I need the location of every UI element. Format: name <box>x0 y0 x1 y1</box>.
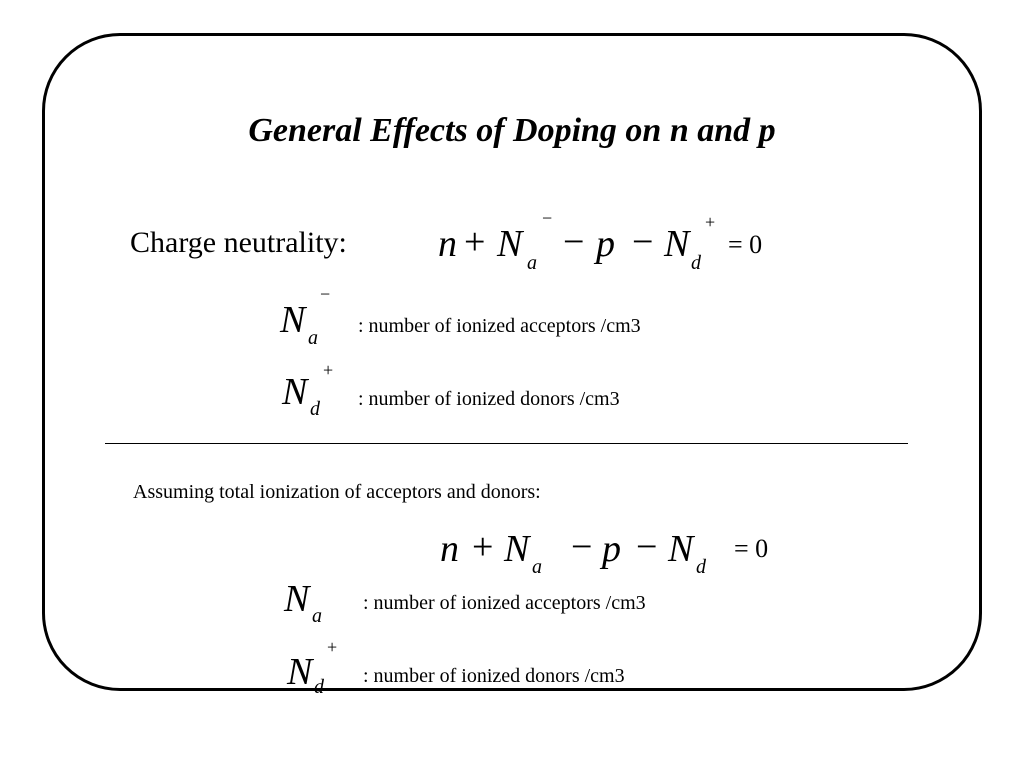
def4-text: : number of ionized donors /cm3 <box>363 665 625 687</box>
eq1-sup-minus: − <box>542 208 553 228</box>
def3-symbol: N <box>284 578 310 620</box>
def2-sub: d <box>310 398 320 420</box>
def1-symbol: N <box>280 299 306 341</box>
eq2-plus: + <box>472 526 494 568</box>
eq1-minus2: − <box>632 221 654 263</box>
eq2-sub-d: d <box>696 556 706 578</box>
eq1-N-a: N <box>497 223 523 265</box>
eq1-sub-a: a <box>527 252 537 274</box>
def2-text: : number of ionized donors /cm3 <box>358 388 620 410</box>
assumption-text: Assuming total ionization of acceptors and donors: <box>133 481 541 503</box>
charge-neutrality-label: Charge neutrality: <box>130 226 347 259</box>
eq1-n: n <box>438 223 457 265</box>
eq2-equals: = 0 <box>734 534 769 563</box>
eq1-plus: + <box>464 221 486 263</box>
eq1-minus: − <box>563 221 585 263</box>
def2-symbol: N <box>282 371 308 413</box>
divider-line <box>105 443 908 444</box>
def4-symbol: N <box>287 651 313 693</box>
slide-title: General Effects of Doping on n and p <box>248 112 776 149</box>
def3-sub: a <box>312 605 322 627</box>
eq2-sub-a: a <box>532 556 542 578</box>
def1-sub: a <box>308 327 318 349</box>
eq1-sup-plus: + <box>705 212 716 232</box>
def4-sub: d <box>314 676 324 698</box>
def3-text: : number of ionized acceptors /cm3 <box>363 592 646 614</box>
eq2-n: n <box>440 528 459 570</box>
eq2-p: p <box>602 528 621 570</box>
eq2-N-d: N <box>668 528 694 570</box>
def1-text: : number of ionized acceptors /cm3 <box>358 315 641 337</box>
def1-sup: − <box>320 284 331 304</box>
eq1-sub-d: d <box>691 252 701 274</box>
eq2-minus: − <box>571 526 593 568</box>
def2-sup: + <box>323 360 334 380</box>
def4-sup: + <box>327 637 338 657</box>
eq2-minus2: − <box>636 526 658 568</box>
eq1-N-d: N <box>664 223 690 265</box>
eq1-equals: = 0 <box>728 230 763 259</box>
eq1-p: p <box>596 223 615 265</box>
eq2-N-a: N <box>504 528 530 570</box>
